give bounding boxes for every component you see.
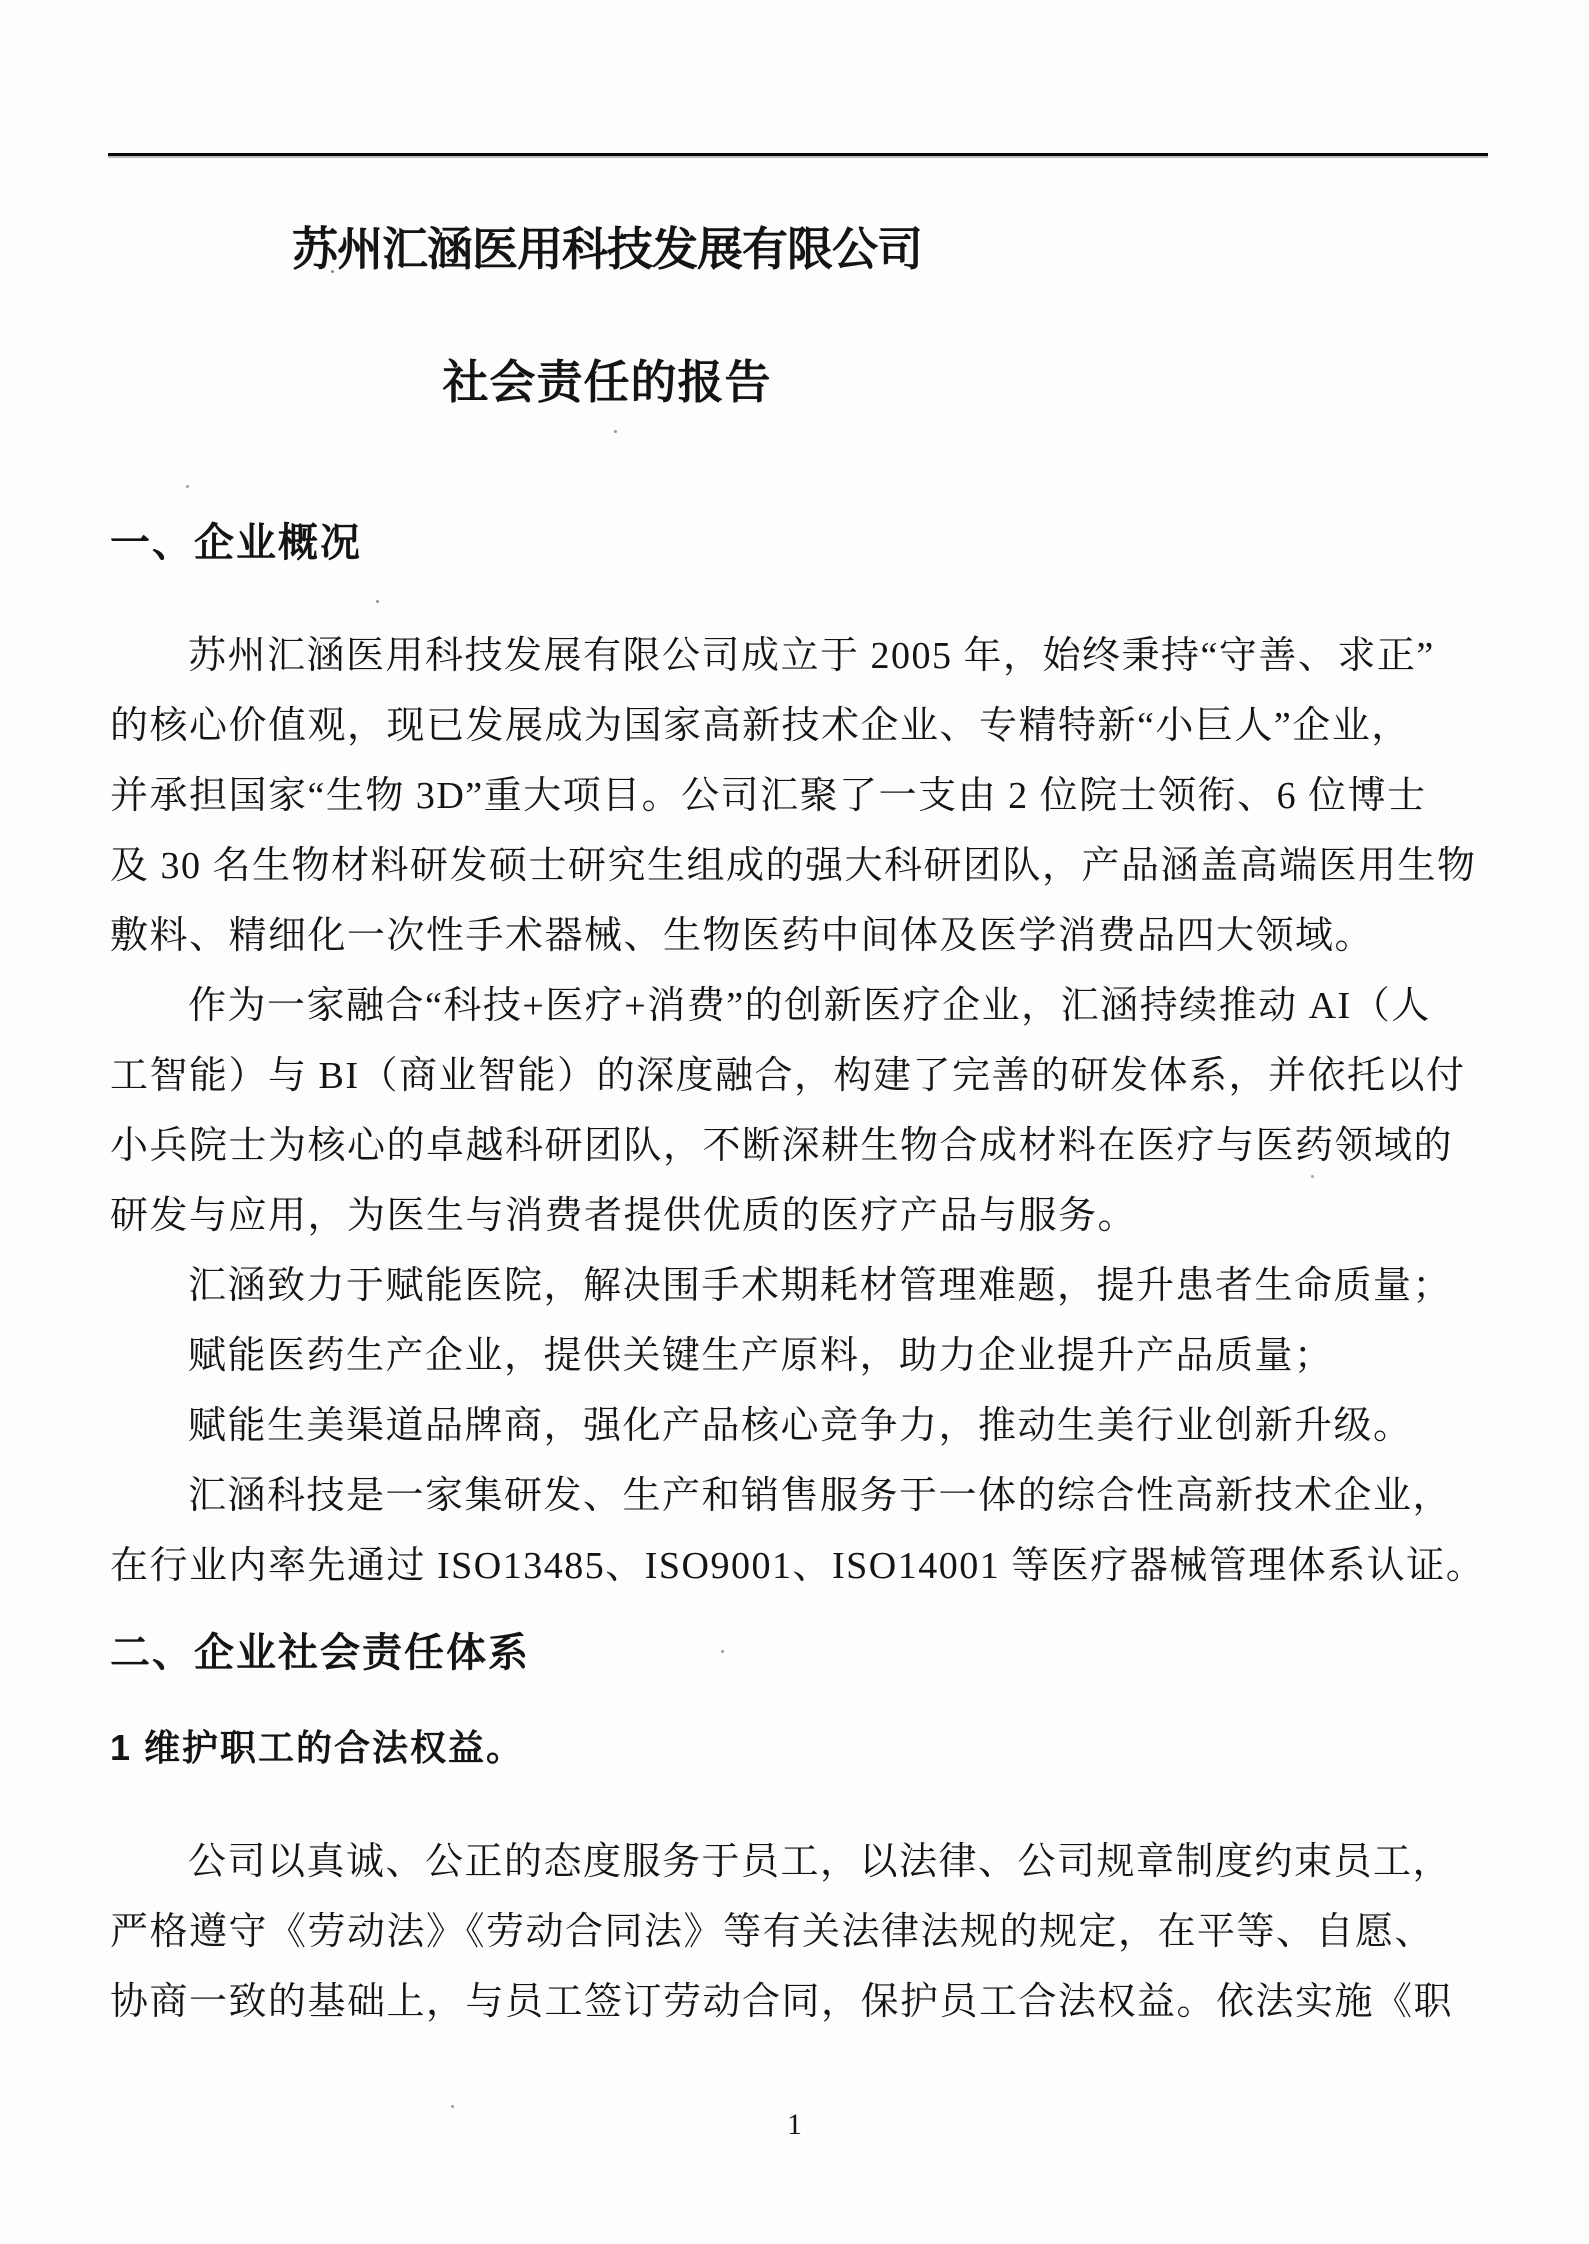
body-line: 及 30 名生物材料研发硕士研究生组成的强大科研团队，产品涵盖高端医用生物: [110, 845, 1477, 887]
paragraph-empowerment: [110, 1251, 1488, 1461]
body-line: 协商一致的基础上，与员工签订劳动合同，保护员工合法权益。依法实施《职: [110, 1981, 1454, 2023]
paragraph-innovation: [110, 971, 1488, 1251]
body-line: 赋能生美渠道品牌商，强化产品核心竞争力，推动生美行业创新升级。: [188, 1405, 1413, 1447]
section-heading-company-overview: 一、企业概况: [110, 521, 362, 565]
body-line: 工智能）与 BI（商业智能）的深度融合，构建了完善的研发体系，并依托以付: [110, 1055, 1466, 1097]
body-line: 研发与应用，为医生与消费者提供优质的医疗产品与服务。: [110, 1195, 1138, 1237]
title-block: [0, 218, 1214, 414]
section-heading-csr-system: 二、企业社会责任体系: [110, 1631, 530, 1675]
body-line: 小兵院士为核心的卓越科研团队，不断深耕生物合成材料在医疗与医药领域的: [110, 1125, 1454, 1167]
header-rule: [108, 153, 1488, 156]
body-line: 公司以真诚、公正的态度服务于员工，以法律、公司规章制度约束员工，: [188, 1841, 1453, 1883]
paragraph-company-intro: [110, 621, 1488, 971]
body-line: 汇涵科技是一家集研发、生产和销售服务于一体的综合性高新技术企业，: [188, 1475, 1453, 1517]
body-line: 作为一家融合“科技+医疗+消费”的创新医疗企业，汇涵持续推动 AI（人: [188, 985, 1431, 1027]
report-title: 苏州汇涵医用科技发展有限公司: [292, 223, 922, 275]
body-line: 并承担国家“生物 3D”重大项目。公司汇聚了一支由 2 位院士领衔、6 位博士: [110, 775, 1427, 817]
body-line: 赋能医药生产企业，提供关键生产原料，助力企业提升产品质量；: [188, 1335, 1334, 1377]
body-line: 严格遵守《劳动法》《劳动合同法》等有关法律法规的规定，在平等、自愿、: [110, 1911, 1435, 1953]
body-line: 的核心价值观，现已发展成为国家高新技术企业、专精特新“小巨人”企业，: [110, 705, 1411, 747]
body-line: 在行业内率先通过 ISO13485、ISO9001、ISO14001 等医疗器械管理体系认证。: [110, 1545, 1486, 1587]
paragraph-certifications: [110, 1461, 1488, 1601]
report-subtitle: 社会责任的报告: [442, 356, 772, 408]
page-number: 1: [787, 2108, 802, 2141]
paragraph-employee-rights: [110, 1827, 1488, 2037]
body-line: 敷料、精细化一次性手术器械、生物医药中间体及医学消费品四大领域。: [110, 915, 1375, 957]
body-line: 苏州汇涵医用科技发展有限公司成立于 2005 年，始终秉持“守善、求正”: [188, 635, 1435, 677]
document-body: [110, 515, 1488, 2037]
body-line: 汇涵致力于赋能医院，解决围手术期耗材管理难题，提升患者生命质量；: [188, 1265, 1453, 1307]
subsection-heading-employee-rights: 1 维护职工的合法权益。: [110, 1727, 525, 1768]
